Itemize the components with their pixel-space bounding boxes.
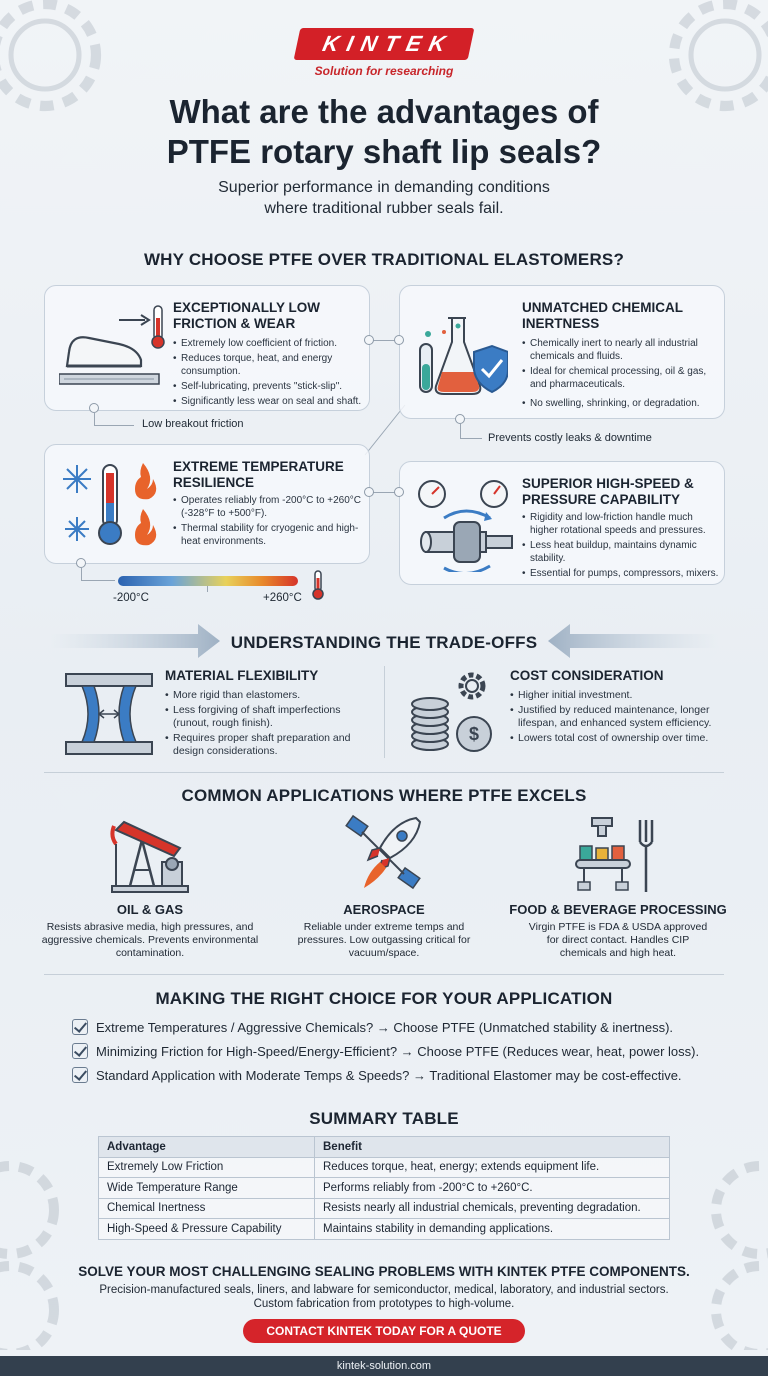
app-title-oil-gas: OIL & GAS [116,902,184,917]
feature-card-temperature-resilience [44,444,370,564]
footer-url[interactable]: kintek-solution.com [0,1356,768,1376]
title-line-1: What are the advantages of [169,93,599,130]
app-title-food-beverage: FOOD & BEVERAGE PROCESSING [509,902,727,917]
temperature-scale-bar [118,576,298,586]
card-bullets [522,337,718,412]
bullet: • Less heat buildup, maintains dynamic stability. [522,539,720,565]
app-desc-oil-gas: Resists abrasive media, high pressures, and aggressive chemicals. Prevents environmental contamination. [41,921,259,959]
feature-card-high-speed-pressure [399,461,725,585]
callout-line [94,413,95,425]
choice-row: Standard Application with Moderate Temps & Speeds? → Traditional Elastomer may be cost-effective. [72,1067,682,1083]
flask-shield-icon [414,312,508,404]
small-thermometer-icon [310,570,326,600]
bullet: • Essential for pumps, compressors, mixers. [522,567,720,580]
scale-min-label: -200°C [113,592,149,604]
bullet: • Higher initial investment. [510,689,724,702]
bullet: • Extremely low coefficient of friction. [173,337,365,350]
cta-heading: SOLVE YOUR MOST CHALLENGING SEALING PROBLEMS WITH KINTEK PTFE COMPONENTS. [78,1264,690,1279]
tradeoff-divider [384,666,385,758]
bullet: • Operates reliably from -200°C to +260°C (-328°F to +500°F). [173,494,363,520]
temperature-scale-tick [207,586,208,592]
subtitle-line-1: Superior performance in demanding conditions [218,179,550,196]
callout-line [81,580,115,581]
why-heading: WHY CHOOSE PTFE OVER TRADITIONAL ELASTOMERS? [143,250,625,269]
card-title: EXTREME TEMPERATURE RESILIENCE [173,459,344,490]
callout-line [94,425,134,426]
column-header-benefit: Benefit [315,1137,670,1158]
gauge-shaft-icon [414,476,518,572]
card-title: EXCEPTIONALLY LOW FRICTION & WEAR [173,300,321,331]
card-title: UNMATCHED CHEMICAL INERTNESS [522,300,683,331]
page-subtitle [40,177,728,219]
logo-text: KINTEK [294,28,475,60]
rocket-satellite-icon [344,814,424,896]
connector-dot [394,335,404,345]
title-line-2: PTFE rotary shaft lip seals? [166,133,602,170]
app-desc-aerospace: Reliable under extreme temps and pressures. Low outgassing critical for vacuum/space. [297,921,471,959]
bullet: • Chemically inert to nearly all industrial chemicals and fluids. [522,337,718,363]
bullet: • No swelling, shrinking, or degradation. [522,397,718,410]
bullet: • Lowers total cost of ownership over time. [510,732,724,745]
summary-heading: SUMMARY TABLE [309,1109,459,1128]
choice-row: Minimizing Friction for High-Speed/Energy-Efficient? → Choose PTFE (Reduces wear, heat, power loss). [72,1043,699,1059]
connector-dot [364,487,374,497]
checkbox-checked-icon [72,1019,88,1035]
bullet: • Significantly less wear on seal and shaft. [173,395,365,408]
section-divider [44,772,724,773]
cta-description: Precision-manufactured seals, liners, and labware for semiconductor, medical, laboratory, and industrial sectors. Custom fabrication from prototypes to high-volume. [99,1284,669,1310]
logo-tagline: Solution for researching [314,64,454,78]
bullet: • Thermal stability for cryogenic and high-heat environments. [173,522,363,548]
feature-card-low-friction [44,285,370,411]
callout-low-breakout: Low breakout friction [142,418,244,430]
bullet: • Rigidity and low-friction handle much higher rotational speeds and pressures. [522,511,720,537]
connector-dot [89,403,99,413]
tradeoffs-heading: UNDERSTANDING THE TRADE-OFFS [230,633,538,652]
callout-line [81,568,82,580]
bullet: • Self-lubricating, prevents "stick-slip". [173,380,365,393]
bullet: • Ideal for chemical processing, oil & gas, and pharmaceuticals. [522,365,718,391]
applications-heading: COMMON APPLICATIONS WHERE PTFE EXCELS [181,786,587,805]
connector-dot [455,414,465,424]
card-title: SUPERIOR HIGH-SPEED & PRESSURE CAPABILITY [522,476,694,507]
section-divider [44,974,724,975]
gear-decoration-bottom-left-icon [0,1150,70,1350]
coins-gear-icon [408,668,500,754]
flexible-beam-icon [64,672,154,756]
bullet: • Requires proper shaft preparation and design considerations. [165,732,370,758]
table-row: Chemical Inertness Resists nearly all industrial chemicals, preventing degradation. [99,1198,670,1219]
table-row: High-Speed & Pressure Capability Maintains stability in demanding applications. [99,1219,670,1240]
svg-text:$: $ [468,724,480,744]
table-header-row [99,1137,670,1158]
card-bullets [522,511,720,582]
checkbox-checked-icon [72,1067,88,1083]
card-bullets [173,494,363,550]
connector-dot [76,558,86,568]
checkbox-checked-icon [72,1043,88,1059]
connector-dot [364,335,374,345]
gear-decoration-bottom-right-icon [700,1150,768,1350]
shoe-sliding-icon [59,304,169,396]
tradeoff-flexibility-title: MATERIAL FLEXIBILITY [165,668,319,683]
summary-table [98,1136,670,1240]
table-row: Extremely Low Friction Reduces torque, heat, energy; extends equipment life. [99,1157,670,1178]
tradeoff-flexibility-bullets [165,689,370,760]
column-header-advantage: Advantage [99,1137,315,1158]
scale-max-label: +260°C [263,592,302,604]
oil-pump-icon [110,816,190,896]
app-title-aerospace: AEROSPACE [343,902,425,917]
card-bullets [173,337,365,410]
page-title [40,92,728,172]
tradeoff-cost-title: COST CONSIDERATION [510,668,664,683]
connector-dot [394,487,404,497]
choice-heading: MAKING THE RIGHT CHOICE FOR YOUR APPLICATION [155,989,613,1008]
tradeoff-cost-bullets [510,689,724,747]
bullet: • More rigid than elastomers. [165,689,370,702]
callout-line [460,424,461,438]
bullet: • Justified by reduced maintenance, longer lifespan, and enhanced system efficiency. [510,704,724,730]
table-row: Wide Temperature Range Performs reliably from -200°C to +260°C. [99,1178,670,1199]
choice-row: Extreme Temperatures / Aggressive Chemicals? → Choose PTFE (Unmatched stability & inertness). [72,1019,673,1035]
callout-line [460,438,482,439]
subtitle-line-2: where traditional rubber seals fail. [264,200,504,217]
feature-card-chemical-inertness [399,285,725,419]
contact-quote-button[interactable]: CONTACT KINTEK TODAY FOR A QUOTE [243,1319,525,1343]
bullet: • Less forgiving of shaft imperfections (runout, rough finish). [165,704,370,730]
thermometer-snow-fire-icon [57,459,161,549]
callout-prevents-leaks: Prevents costly leaks & downtime [488,432,652,444]
bullet: • Reduces torque, heat, and energy consumption. [173,352,365,378]
food-processing-icon [574,816,660,896]
app-desc-food-beverage: Virgin PTFE is FDA & USDA approved for direct contact. Handles CIP chemicals and high heat. [528,921,708,959]
kintek-logo [0,28,768,78]
